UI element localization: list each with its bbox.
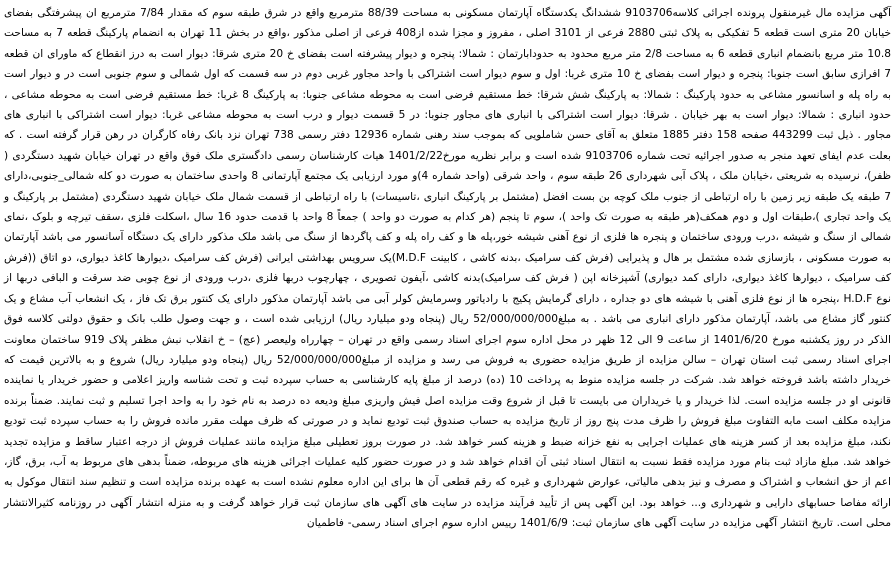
- auction-notice-text: آگهی مزایده مال غیرمنقول پرونده اجرائی کلاسه9103706 ششدانگ یکدستگاه آپارتمان مسکونی به مساحت 88/39 مترمربع واقع در شرق طبقه سوم که مقدار 7/84 مترمربع ان پیشرفتگی بفضای خیابان 20 متری است قطعه 5 تفکیکی به پلاک ثبتی 2880 فرعی از 3101 اصلی ، مفروز و مجزا شده از408 فرعی از اصلی مذکور ،واقع در بخش 11 تهران به انضمام پارکینگ قطعه 7 به مساحت 10.8 متر مربع بانضمام انباری قطعه 6 به مساحت 2/8 متر مربع محدود به حدودابارتمان : شمالا: پنجره و دیوار پیشرفته است بفضای خ 20 متری شرقا: دیوار است به درز انقطاع که ماورای ان قطعه 7 افرازی سابق است جنوبا: پنجره و دیوار است بفضای خ 10 متری غربا: اول و سوم دیوار است اشتراکی با واحد مجاور غربی دوم در سه قسمت که اول شمالی و سوم جنوبی است در و دیوار است به راه پله و اسانسور مشاعی به حدود پارکینگ : شمالا: به پارکینگ شش شرقا: خط مستقیم فرضی است به محوطه مشاعی جنوبا: به پارکینگ 8 غربا: خط مستقیم فرضی است به محوطه مشاعی ، حدود انباری : شمالا: دیوار است به بهر خیابان . شرقا: دیوار است اشتراکی با انباری های مجاور جنوبا: در 5 قسمت دیوار و درب است به محوطه مشاعی غربا: دیوار است اشتراکی با انباری های مجاور . ذیل ثبت 443299 صفحه 158 دفتر 1885 متعلق به آقای حسن شاملویی که بموجب سند رهنی شماره 12936 دفتر رسمی 738 تهران نزد بانک رفاه کارگران در رهن قرار گرفته است . که بعلت عدم ایفای تعهد منجر به صدور اجرائیه تحت شماره 9103706 شده است و برابر نظریه مورخ1401/2/22 هیات کارشناسان رسمی دادگستری ملک فوق واقع در تهران خیابان شهید دستگردی ( ظفر)، نرسیده به شریعتی ،خیابان ملک ، پلاک آبی شهرداری 26 طبقه سوم ، واحد شرقی (واحد شماره 4)و مورد ارزیابی یک مجتمع آپارتمانی 8 واحدی ساختمان به صورت دو کله شمالی_جنوبی،دارای 7 طبقه یک طبقه زیر زمین با راه ارتباطی از جنوب ملک کوچه بن بست افضل (مشتمل بر پارکینگ انباری ،تاسیسات) با راه ارتباطی از قسمت شمال ملک خیابان شهید دستگردی (مشتمل بر پارکینگ و یک واحد تجاری )،طبقات اول و دوم همکف(هر طبقه به صورت تک واحد )، سوم تا پنجم (هر کدام به صورت دو واحد ) جمعاً 8 واحد با قدمت حدود 16 سال ،اسکلت فلزی ،سقف تیرچه و بلوک ،نمای شمالی از سنگ و شیشه ،درب ورودی ساختمان و پنجره ها فلزی از نوع آهنی شیشه خور،پله ها و کف راه پله و کف پاگردها از سنگ می باشد ملک مذکور دارای یک دستگاه آسانسور می باشد آپارتمان به صورت مسکونی ، بازسازی شده مشتمل بر هال و پذیرایی (فرش کف سرامیک ،بدنه کاشی ، کابینت M.D.F)یک سرویس بهداشتی ایرانی (فرش کف سرامیک ،دیوارها کاغذ دیواری، دو اتاق ((فرش کف سرامیک ، دیوارها کاغذ دیواری، دارای کمد دیواری) آشپزخانه اپن ( فرش کف سرامیک)بدنه کاشی ،آیفون تصویری ، چهارچوب دربها فلزی ،درب ورودی از نوع چوبی ضد سرقت و البافی دربها از نوع H.D.F ،پنجره ها از نوع فلزی آهنی با شیشه های دو جداره ، دارای گرمایش پکیج با رادیاتور وسرمایش کولر آبی می باشد آپارتمان مذکور دارای یک کنتور برق تک فاز ، یک انشعاب آب مشاع و یک کنتور گاز مشاع می باشد، آپارتمان مذکور دارای انباری می باشد . به مبلغ52/000/000/000 ریال (پنجاه ودو میلیارد ریال) ارزیابی شده است ، و جهت وصول طلب بانک و حقوق دولتی کلاسه فوق الذکر در روز یکشنبه مورخ 1401/6/20 از ساعت 9 الی 12 ظهر در محل اداره سوم اجرای اسناد رسمی واقع در تهران – چهارراه ولیعصر (عج) – خ انقلاب نبش مظفر پلاک 919 ساختمان معاونت اجرای اسناد رسمی ثبت استان تهران – سالن مزایده از طریق مزایده حضوری به فروش می رسد و مزایده از مبلغ52/000/000/000 ریال (پنجاه ودو میلیارد ریال) شروع و به بالاترین قیمت که خریدار داشته باشد فروخته خواهد شد. شرکت در جلسه مزایده منوط به پرداخت 10 (ده) درصد از مبلغ پایه کارشناسی به حساب سپرده ثبت و تحت شناسه واریز اعلامی و حضور خریدار یا نماینده قانونی او در جلسه مزایده است. لذا خریدار و یا خریداران می بایست تا قبل از شروع وقت مزایده اصل فیش واریزی مبلغ ودیعه ده درصد به نام خود را به واحد اجرا تسلیم و ثبت نمایند. ضمناً برنده مزایده مکلف است مابه التفاوت مبلغ فروش را ظرف مدت پنج روز از تاریخ مزایده به حساب صندوق ثبت تودیع نماید و در صورتی که ظرف مهلت مقرر مانده فروش را به حساب سپرده ثبت تودیع نکند، مبلغ مزایده بعد از کسر هزینه های عملیات اجرایی به نفع خزانه ضبط و هزینه کسر خواهد شد. در صورت بروز تعطیلی مبلغ مزایده مانند عملیات فروش از درجه اعتبار ساقط و مزایده تجدید خواهد شد. مبلغ مازاد ثبت بنام مورد مزایده فقط نسبت به انتقال اسناد ثبتی آن اقدام خواهد شد و در صورت حضور کلیه عملیات اجرائی هزینه های مربوطه، ضمناً بدهی های مربوط به آب، برق، گاز، اعم از حق انشعاب و اشتراک و مصرف و نیز بدهی مالیاتی، عوارض شهرداری و غیره که رقم قطعی آن ها برای این اداره معلوم نشده است به عهده برنده مزایده است و تنظیم سند انتقال موکول به ارائه مفاصا حسابهای دارایی و شهرداری و... خواهد بود. این آگهی پس از تأیید فرآیند مزایده در سایت های آگهی های سازمان ثبت قرار خواهد گرفت و به منزله انتشار آگهی در روزنامه کثیرالانتشار محلی است. تاریخ انتشار آگهی مزایده در سایت آگهی های سازمان ثبت: 1401/6/9 رییس اداره سوم اجرای اسناد رسمی- فاطمیان: [4, 7, 892, 530]
